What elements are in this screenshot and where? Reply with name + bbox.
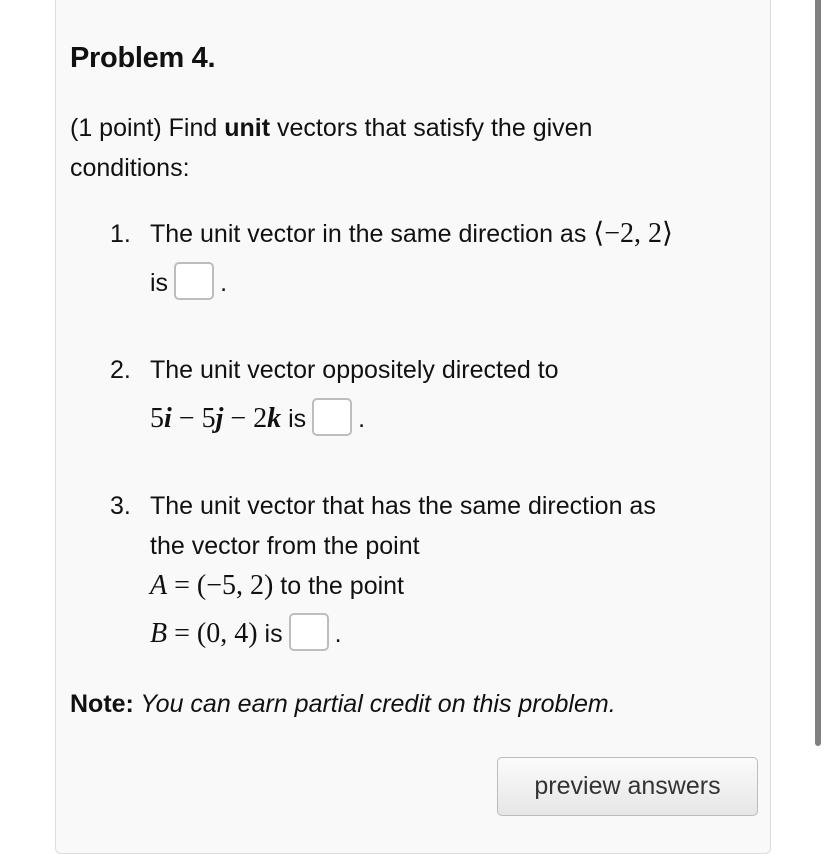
answer-input-2[interactable]: [312, 398, 352, 436]
scrollbar[interactable]: [815, 0, 821, 746]
item-number: 3.: [110, 492, 131, 520]
note: [70, 690, 616, 719]
answer-input-3[interactable]: [289, 613, 329, 651]
vector-expression: 5i − 5j − 2k: [150, 403, 282, 434]
item-number: 1.: [110, 220, 131, 248]
vector-expression: ⟨−2, 2⟩: [593, 218, 673, 249]
note-text: You can earn partial credit on this problem.: [133, 690, 616, 718]
item-number: 2.: [110, 356, 131, 384]
preview-answers-button[interactable]: preview answers: [497, 757, 758, 816]
note-label: Note:: [70, 690, 134, 718]
answer-input-1[interactable]: [174, 262, 214, 300]
problem-intro: (1 point) Find unit vectors that satisfy the given conditions:: [70, 114, 593, 182]
point-a-expression: A = (−5, 2): [150, 570, 274, 601]
intro-emphasis: unit: [224, 114, 271, 142]
problem-title: Problem 4.: [70, 42, 216, 74]
point-b-expression: B = (0, 4): [150, 618, 258, 649]
